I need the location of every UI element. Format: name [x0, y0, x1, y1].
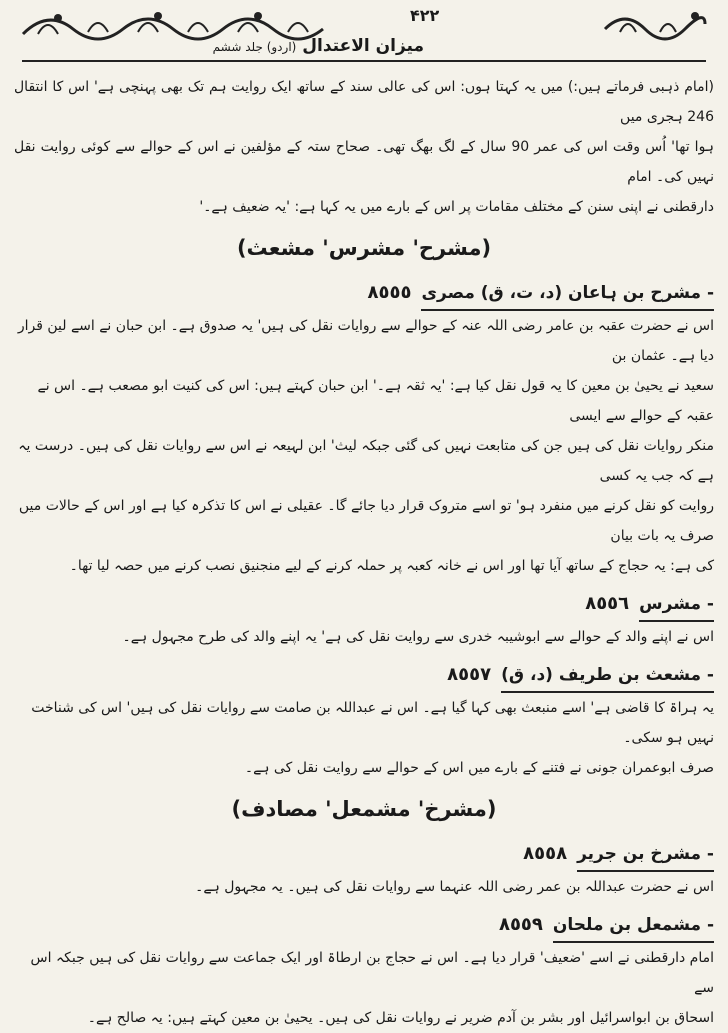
section-title: (مشرح' مشرس' مشعث): [236, 236, 492, 260]
entry-8557: [14, 660, 714, 783]
text-line: صرف ابوعمران جونی نے فتنے کے بارے میں اس کے حوالے سے روایت نقل کی ہے۔: [244, 760, 714, 776]
running-title: [213, 36, 424, 56]
entry-heading: [14, 660, 714, 693]
intro-paragraph: [14, 72, 714, 222]
page-number: ۴۲۲: [410, 6, 440, 25]
entry-name: - مشرخ بن جریر: [577, 839, 714, 872]
entry-name: - مشمعل بن ملحان: [553, 910, 714, 943]
section-title: (مشرخ' مشمعل' مصادف): [231, 797, 497, 821]
text-line: امام دارقطنی نے اسے 'ضعیف' قرار دیا ہے۔ اس نے حجاج بن ارطاۃ اور ایک جماعت سے روایات نقل کی ہیں جبکہ اس سے: [30, 950, 714, 996]
header-ornament-right: [600, 4, 710, 48]
entry-number: ٨٥٥٧: [447, 664, 492, 685]
text-line: روایت کو نقل کرنے میں منفرد ہو' تو اسے متروک قرار دیا جائے گا۔ عقیلی نے اس کا تذکرہ کیا ہے اور اس کے حالات میں صرف یہ بات بیان: [18, 498, 714, 544]
text-line: سعید نے یحییٰ بن معین کا یہ قول نقل کیا ہے: 'یہ ثقہ ہے۔' ابن حبان کہتے ہیں: اس کی کنیت ابو مصعب ہے۔ اس نے عقبہ کے حوالے سے ایسی: [37, 378, 714, 424]
text-line: اسحاق بن ابواسرائیل اور بشر بن آدم ضریر نے روایات نقل کی ہیں۔ یحییٰ بن معین کہتے ہیں: یہ صالح ہے۔: [87, 1010, 714, 1026]
running-title-sub: (اردو) جلد ششم: [212, 40, 297, 54]
text-line: اس نے اپنے والد کے حوالے سے ابوشیبہ خدری سے روایت نقل کی ہے' یہ اپنے والد کی طرح مجہول ہے۔: [122, 629, 714, 645]
text-line: (امام ذہبی فرماتے ہیں:) میں یہ کہتا ہوں: اس کی عالی سند کے ساتھ ایک روایت ہم تک بھی پہنچی ہے' اس کا انتقال 246 ہجری میں: [14, 79, 714, 125]
running-title-main: میزان الاعتدال: [302, 36, 424, 56]
entry-heading: [14, 910, 714, 943]
header-rule: [22, 60, 706, 62]
text-line: اس نے حضرت عبداللہ بن عمر رضی اللہ عنہما سے روایات نقل کی ہیں۔ یہ مجہول ہے۔: [195, 879, 714, 895]
text-line: منکر روایات نقل کی ہیں جن کی متابعت نہیں کی گئی جبکہ لیث' ابن لہیعہ نے اس سے روایات نقل کی ہیں۔ درست یہ ہے کہ جب یہ کسی: [18, 438, 714, 484]
entry-name: - مشرس: [639, 589, 714, 622]
text-line: ہوا تھا' اُس وقت اس کی عمر 90 سال کے لگ بھگ تھی۔ صحاح ستہ کے مؤلفین نے اس کے حوالے سے کوئی روایت نقل نہیں کی۔ امام: [14, 139, 714, 185]
entry-8559: [14, 910, 714, 1033]
text-line: یہ ہراۃ کا قاضی ہے' اسے منبعث بھی کہا گیا ہے۔ اس نے عبداللہ بن صامت سے روایات نقل کی ہیں' اس کی شناخت نہیں ہو سکی۔: [31, 700, 714, 746]
entry-heading: [14, 589, 714, 622]
entry-8558: [14, 839, 714, 902]
entry-heading: [14, 839, 714, 872]
entry-name: - مشرح بن ہاعان (د، ت، ق) مصری: [421, 278, 714, 311]
entry-number: ٨٥٥٦: [585, 593, 630, 614]
entry-8555: [14, 278, 714, 581]
page-header: [14, 0, 714, 72]
text-line: دارقطنی نے اپنی سنن کے مختلف مقامات پر اس کے بارے میں یہ کہا ہے: 'یہ ضعیف ہے۔': [199, 199, 714, 215]
text-line: کی ہے: یہ حجاج کے ساتھ آیا تھا اور اس نے خانہ کعبہ پر حملہ کرنے کے لیے منجنیق نصب کرنے میں حصہ لیا تھا۔: [69, 558, 714, 574]
entry-number: ٨٥٥٩: [498, 914, 543, 935]
entry-8556: [14, 589, 714, 652]
text-line: اس نے حضرت عقبہ بن عامر رضی اللہ عنہ کے حوالے سے روایات نقل کی ہیں' یہ صدوق ہے۔ ابن حبان نے اسے لین قرار دیا ہے۔ عثمان بن: [17, 318, 714, 364]
entry-name: - مشعث بن طریف (د، ق): [501, 660, 714, 693]
entry-heading: [14, 278, 714, 311]
entry-number: ٨٥٥٨: [523, 843, 568, 864]
entry-number: ٨٥٥٥: [367, 282, 412, 303]
